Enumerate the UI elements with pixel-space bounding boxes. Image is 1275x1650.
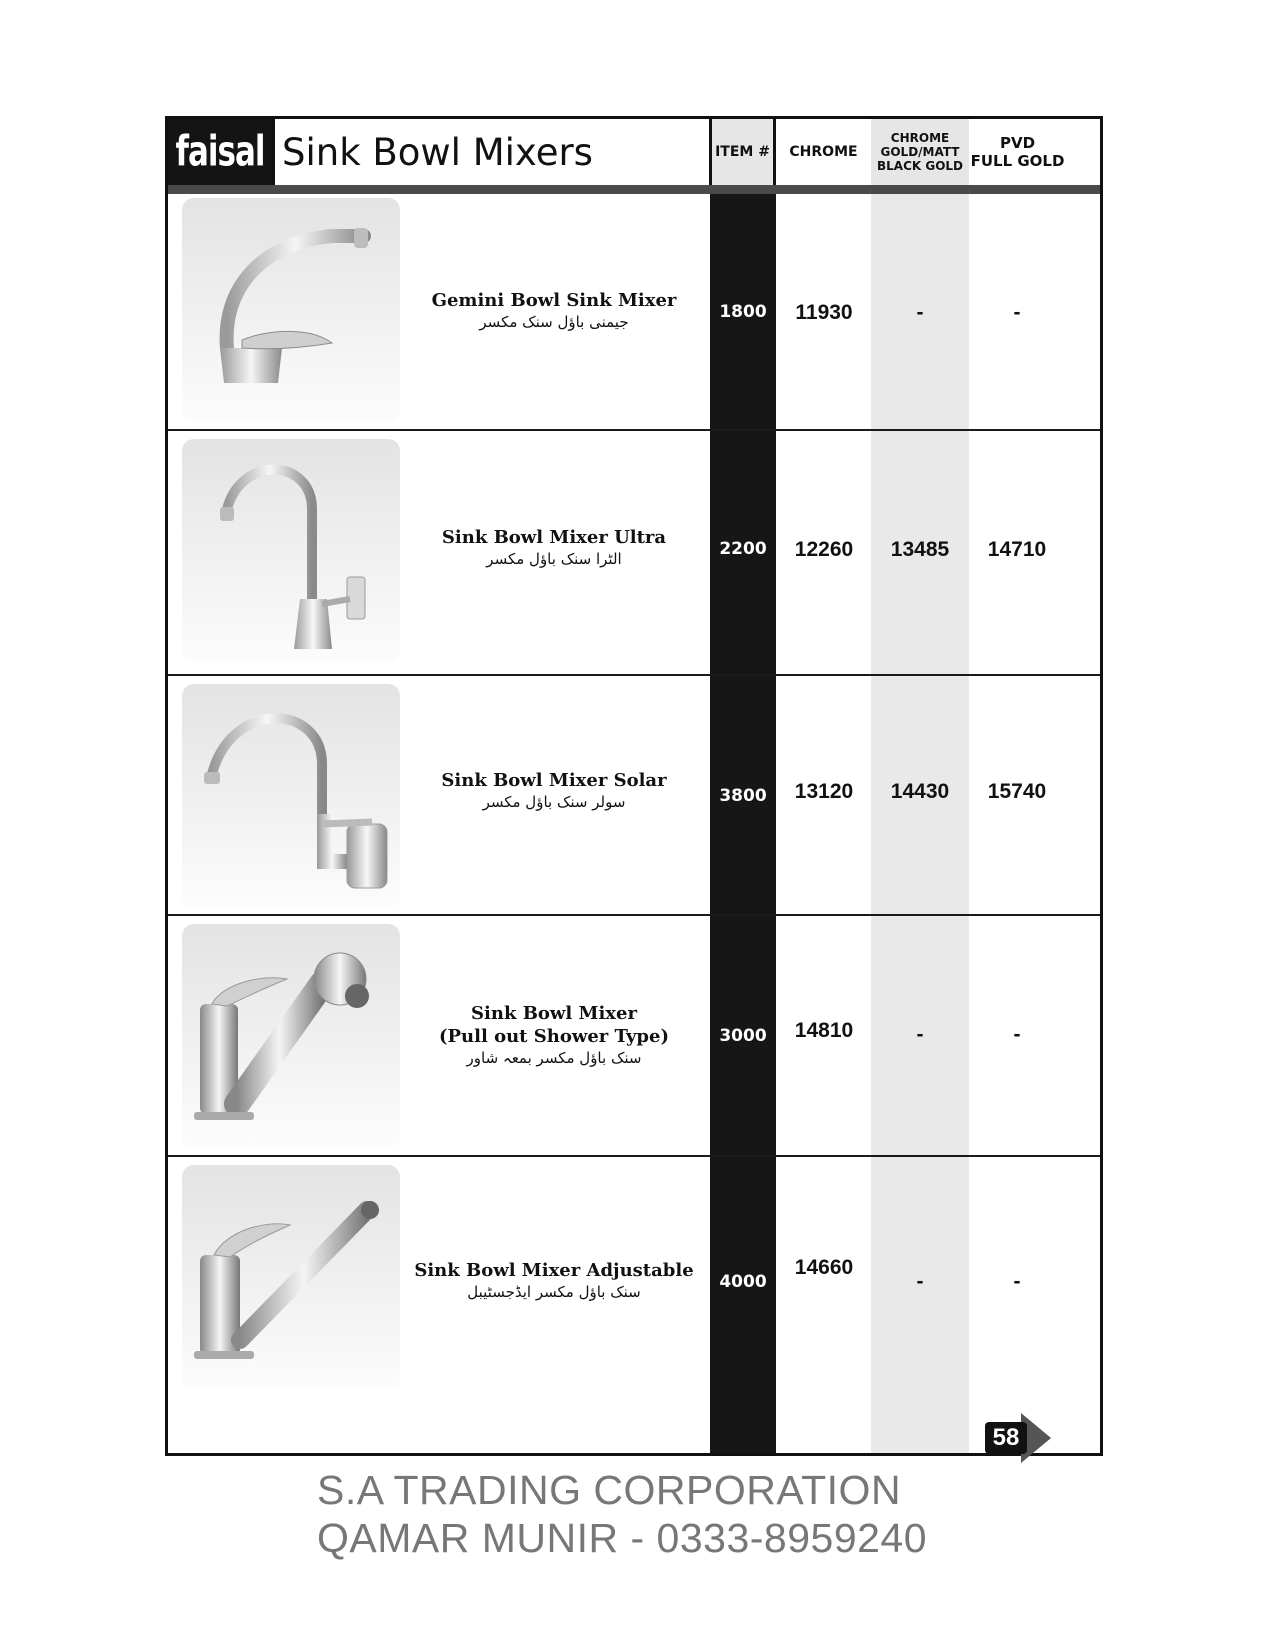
col-header-chrome-gold-line2: GOLD/MATT [880, 145, 960, 159]
product-description [400, 1002, 708, 1068]
product-name-urdu: سنک باؤل مکسر بمعہ شاور [466, 1049, 642, 1067]
price-chrome: 13120 [794, 780, 854, 803]
price-chrome: 14810 [794, 1019, 854, 1042]
price-pvd-gold: - [1013, 1270, 1021, 1293]
gemini-mixer-image [182, 198, 400, 422]
pullout-mixer-image [182, 924, 400, 1148]
item-number: 4000 [719, 1272, 767, 1292]
product-description [400, 769, 708, 812]
price-chrome-gold: 13485 [890, 538, 950, 561]
product-row [168, 676, 1100, 916]
price-chrome: 12260 [794, 538, 854, 561]
product-row [168, 916, 1100, 1157]
product-row [168, 194, 1100, 431]
price-chrome-gold: 14430 [890, 780, 950, 803]
company-name: S.A TRADING CORPORATION [317, 1467, 902, 1513]
product-name: Sink Bowl Mixer Ultra [441, 527, 667, 548]
product-row [168, 431, 1100, 676]
product-name: Sink Bowl Mixer Solar [441, 770, 667, 791]
item-number: 1800 [719, 302, 767, 322]
price-chrome: 11930 [795, 301, 853, 324]
product-name-line2: (Pull out Shower Type) [439, 1026, 669, 1047]
contact-info: QAMAR MUNIR - 0333-8959240 [317, 1515, 928, 1561]
product-name-urdu: سولر سنک باؤل مکسر [482, 793, 626, 811]
product-description [400, 289, 708, 332]
item-number: 3800 [719, 786, 767, 806]
adjustable-mixer-image [182, 1165, 400, 1389]
product-image [182, 1165, 400, 1389]
col-header-chrome-gold-line3: BLACK GOLD [876, 159, 964, 173]
product-name: Gemini Bowl Sink Mixer [431, 290, 677, 311]
page-number: 58 [985, 1422, 1027, 1454]
logo-text: faisal [175, 127, 265, 177]
price-pvd-gold: - [1013, 301, 1021, 324]
brand-logo [168, 119, 272, 185]
product-description [400, 1259, 708, 1302]
product-image [182, 439, 400, 663]
solar-mixer-image [182, 684, 400, 908]
product-description [400, 526, 708, 569]
col-header-chrome: CHROME [789, 144, 858, 160]
col-header-pvd-line2: FULL GOLD [970, 152, 1065, 170]
price-chrome-gold: - [916, 1270, 924, 1293]
product-image [182, 198, 400, 422]
price-pvd-gold: 14710 [987, 538, 1047, 561]
col-header-chrome-gold [871, 119, 969, 185]
col-header-chrome-gold-line1: CHROME [890, 131, 950, 145]
item-number: 2200 [719, 539, 767, 559]
price-sheet [165, 116, 1103, 1456]
product-name-urdu: جیمنی باؤل سنک مکسر [479, 313, 629, 331]
col-header-pvd-line1: PVD [999, 134, 1036, 152]
product-image [182, 684, 400, 908]
product-row [168, 1157, 1100, 1453]
table-header [168, 119, 1100, 185]
product-name: Sink Bowl Mixer Adjustable [414, 1260, 694, 1281]
page-badge [985, 1413, 1057, 1463]
ultra-mixer-image [182, 439, 400, 663]
price-pvd-gold: - [1013, 1023, 1021, 1046]
col-header-pvd [969, 119, 1066, 185]
page-title: Sink Bowl Mixers [282, 130, 593, 174]
price-chrome: 14660 [794, 1256, 854, 1279]
price-chrome-gold: - [916, 1023, 924, 1046]
product-name-urdu: سنک باؤل مکسر ایڈجسٹیبل [467, 1283, 641, 1301]
item-number: 3000 [719, 1026, 767, 1046]
header-band [168, 185, 1100, 194]
product-image [182, 924, 400, 1148]
price-pvd-gold: 15740 [987, 780, 1047, 803]
product-name: Sink Bowl Mixer [471, 1003, 637, 1024]
col-header-item: ITEM # [712, 119, 773, 185]
price-chrome-gold: - [916, 301, 924, 324]
product-name-urdu: الٹرا سنک باؤل مکسر [486, 550, 622, 568]
